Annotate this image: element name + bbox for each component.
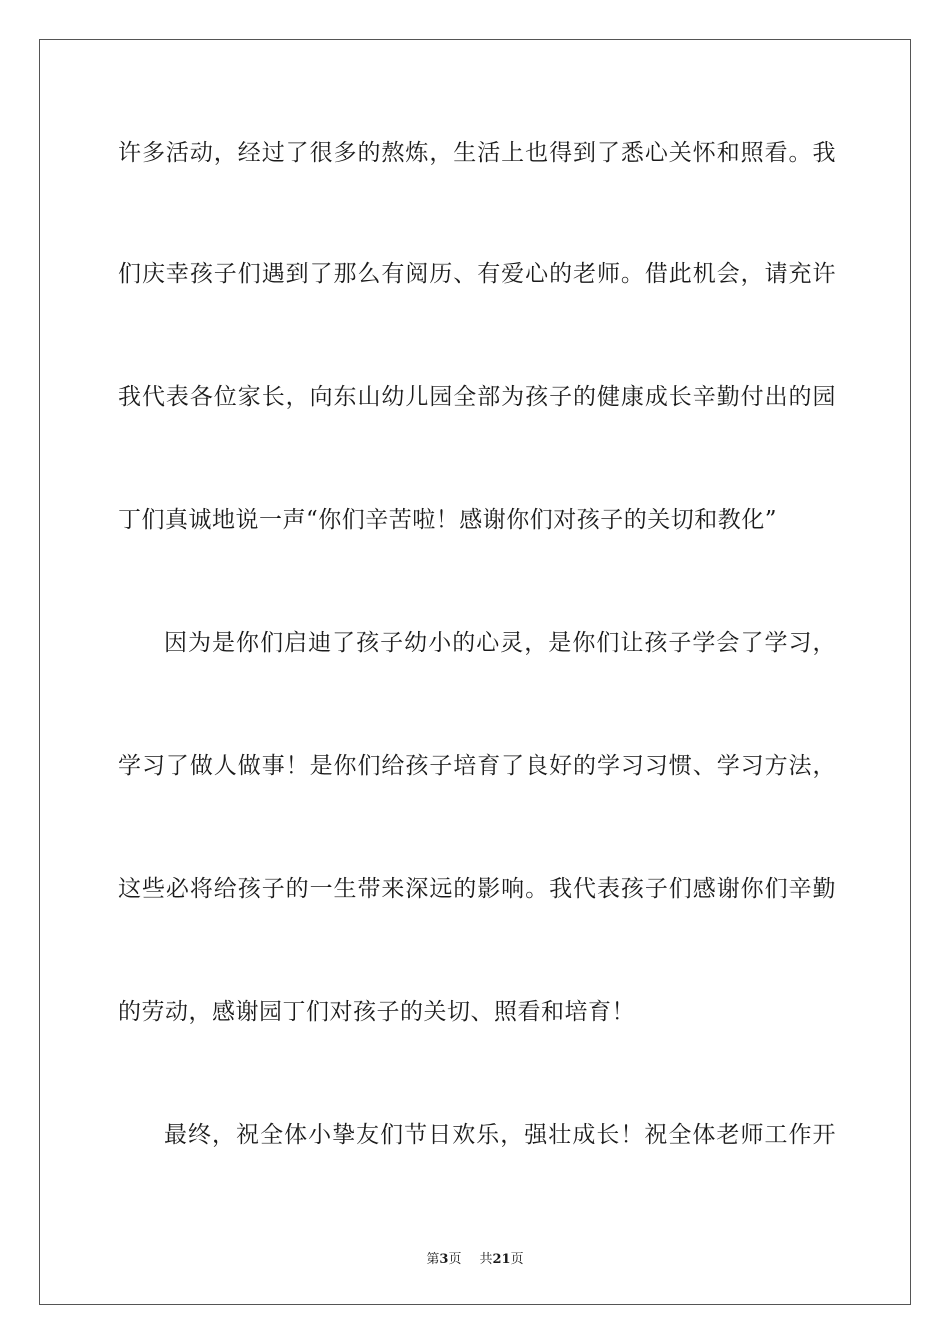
body-line-6: 学习了做人做事！是你们给孩子培育了良好的学习习惯、学习方法， [118,753,836,779]
body-line-1: 许多活动，经过了很多的熬炼，生活上也得到了悉心关怀和照看。我 [118,140,836,166]
footer-page-current: 3 [439,1252,449,1267]
body-line-4: 丁们真诚地说一声“你们辛苦啦！感谢你们对孩子的关切和教化” [118,507,778,533]
body-line-9: 最终，祝全体小挚友们节日欢乐，强壮成长！祝全体老师工作开 [164,1122,836,1148]
page-frame [39,39,911,1305]
footer-total-unit: 页 [510,1252,524,1267]
body-line-5: 因为是你们启迪了孩子幼小的心灵，是你们让孩子学会了学习， [164,630,836,656]
footer-total-prefix: 共 [479,1252,493,1267]
body-line-3: 我代表各位家长，向东山幼儿园全部为孩子的健康成长辛勤付出的园 [118,384,836,410]
body-line-8: 的劳动，感谢园丁们对孩子的关切、照看和培育！ [118,999,635,1025]
body-line-2: 们庆幸孩子们遇到了那么有阅历、有爱心的老师。借此机会，请充许 [118,261,836,287]
footer-page-prefix: 第 [426,1252,440,1267]
footer-page-unit: 页 [448,1252,462,1267]
footer-page-total: 21 [492,1252,511,1267]
body-line-7: 这些必将给孩子的一生带来深远的影响。我代表孩子们感谢你们辛勤 [118,876,836,902]
page-footer [0,1248,950,1267]
